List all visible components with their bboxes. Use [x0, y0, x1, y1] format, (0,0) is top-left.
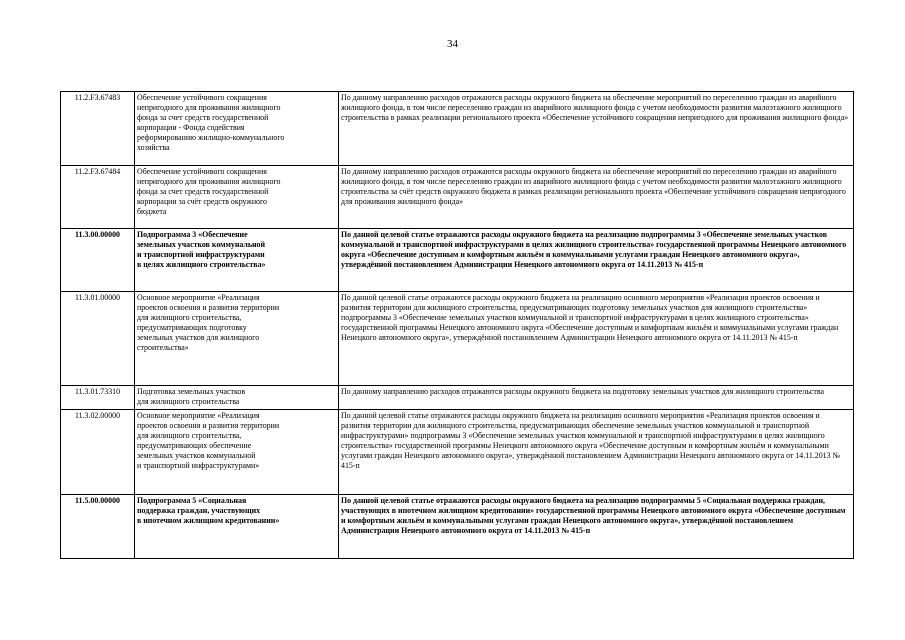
row-name: Основное мероприятие «Реализация проектов освоения и развития территории для жилищного строительства, предусматривающих обеспечение земельных участков коммунальной и транспортной инфраструктурами» [135, 410, 339, 495]
row-name: Обеспечение устойчивого сокращения непригодного для проживания жилищного фонда за счет средств государственной корпорации - Фонда содействия реформированию жилищно-коммунального хозяйства [135, 92, 339, 166]
row-code: 11.2.F3.67483 [61, 92, 135, 166]
row-description: По данному направлению расходов отражаются расходы окружного бюджета на обеспечение мероприятий по переселению граждан из аварийного жилищного фонда, в том числе переселению граждан из аварийного жилищного фонда с учетом необходимости развития малоэтажного жилищного строительства в рамках реализации регионального проекта «Обеспечение устойчивого сокращения непригодного для проживания жилищного фонда» [339, 92, 854, 166]
row-name: Обеспечение устойчивого сокращения непригодного для проживания жилищного фонда за счет средств государственной корпорации за счёт средств окружного бюджета [135, 166, 339, 229]
table-row [61, 92, 854, 166]
table-row [61, 229, 854, 292]
table-row [61, 386, 854, 410]
row-name: Подпрограмма 3 «Обеспечение земельных участков коммунальной и транспортной инфраструктурами в целях жилищного строительства» [135, 229, 339, 292]
row-description: По данной целевой статье отражаются расходы окружного бюджета на реализацию подпрограммы 3 «Обеспечение земельных участков коммунальной и транспортной инфраструктурами в целях жилищного строительства» государственной программы Ненецкого автономного округа «Обеспечение доступным и комфортным жильём и коммунальными услугами граждан Ненецкого автономного округа», утверждённой постановлением Администрации Ненецкого автономного округа от 14.11.2013 № 415-п [339, 229, 854, 292]
row-code: 11.5.00.00000 [61, 495, 135, 559]
row-name: Подготовка земельных участков для жилищного строительства [135, 386, 339, 410]
table-row [61, 292, 854, 386]
table-row [61, 166, 854, 229]
row-description: По данной целевой статье отражаются расходы окружного бюджета на реализацию основного мероприятия «Реализация проектов освоения и развития территории для жилищного строительства, предусматривающих подготовку земельных участков для жилищного строительства» подпрограммы 3 «Обеспечение земельных участков коммунальной и транспортной инфраструктурами в целях жилищного строительства» государственной программы Ненецкого автономного округа «Обеспечение доступным и комфортным жильём и коммунальными услугами граждан Ненецкого автономного округа», утверждённой постановлением Администрации Ненецкого автономного округа от 14.11.2013 № 415-п [339, 292, 854, 386]
row-code: 11.3.02.00000 [61, 410, 135, 495]
row-description: По данной целевой статье отражаются расходы окружного бюджета на реализацию основного мероприятия «Реализация проектов освоения и развития территории для жилищного строительства, предусматривающих обеспечение земельных участков коммунальной и транспортной инфраструктурами» подпрограммы 3 «Обеспечение земельных участков коммунальной и транспортной инфраструктурами в целях жилищного строительства» государственной программы Ненецкого автономного округа «Обеспечение доступным и комфортным жильём и коммунальными услугами граждан Ненецкого автономного округа», утверждённой постановлением Администрации Ненецкого автономного округа от 14.11.2013 № 415-п [339, 410, 854, 495]
table-row [61, 495, 854, 559]
row-name: Подпрограмма 5 «Социальная поддержка граждан, участвующих в ипотечном жилищном кредитовании» [135, 495, 339, 559]
row-description: По данной целевой статье отражаются расходы окружного бюджета на реализацию подпрограммы 5 «Социальная поддержка граждан, участвующих в ипотечном жилищном кредитовании» государственной программы Ненецкого автономного округа «Обеспечение доступным и комфортным жильём и коммунальными услугами граждан Ненецкого автономного округа», утверждённой постановлением Администрации Ненецкого автономного округа от 14.11.2013 № 415-п [339, 495, 854, 559]
table-row [61, 410, 854, 495]
row-code: 11.3.01.00000 [61, 292, 135, 386]
row-code: 11.2.F3.67484 [61, 166, 135, 229]
row-name: Основное мероприятие «Реализация проектов освоения и развития территории для жилищного строительства, предусматривающих подготовку земельных участков для жилищного строительства» [135, 292, 339, 386]
row-description: По данному направлению расходов отражаются расходы окружного бюджета на подготовку земельных участков для жилищного строительства [339, 386, 854, 410]
row-description: По данному направлению расходов отражаются расходы окружного бюджета на обеспечение мероприятий по переселению граждан из аварийного жилищного фонда, в том числе переселению граждан из аварийного жилищного фонда с учетом необходимости развития малоэтажного жилищного строительства за счёт средств окружного бюджета в рамках реализации регионального проекта «Обеспечение устойчивого сокращения непригодного для проживания жилищного фонда» [339, 166, 854, 229]
row-code: 11.3.00.00000 [61, 229, 135, 292]
page-number: 34 [447, 38, 458, 50]
row-code: 11.3.01.73310 [61, 386, 135, 410]
budget-classification-table [60, 91, 854, 559]
